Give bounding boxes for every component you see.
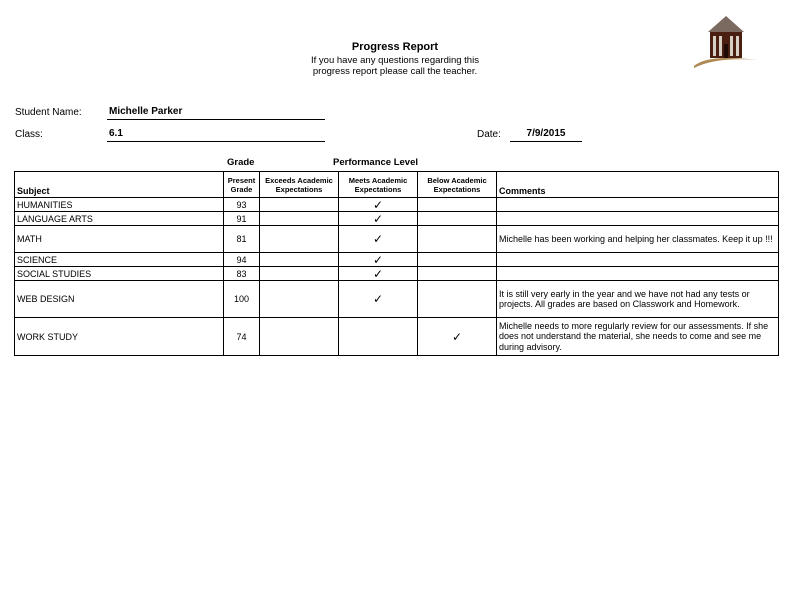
comment-cell bbox=[497, 212, 779, 226]
below-check-icon: ✓ bbox=[418, 318, 497, 356]
header-subtitle-line1: If you have any questions regarding this bbox=[311, 55, 479, 66]
performance-group-heading: Performance Level bbox=[333, 157, 419, 168]
exceeds-cell bbox=[260, 198, 339, 212]
meets-check-icon: ✓ bbox=[339, 212, 418, 226]
subject-cell: SCIENCE bbox=[15, 253, 224, 267]
date-label: Date: bbox=[477, 129, 501, 140]
comment-cell bbox=[497, 253, 779, 267]
student-name-label: Student Name: bbox=[15, 107, 82, 118]
grade-cell: 93 bbox=[224, 198, 260, 212]
grade-cell: 100 bbox=[224, 281, 260, 318]
subject-cell: SOCIAL STUDIES bbox=[15, 267, 224, 281]
col-subject: Subject bbox=[15, 172, 224, 198]
subject-cell: WEB DESIGN bbox=[15, 281, 224, 318]
grade-group-heading: Grade bbox=[227, 157, 255, 168]
table-row bbox=[15, 226, 779, 253]
class-label: Class: bbox=[15, 129, 43, 140]
grade-cell: 91 bbox=[224, 212, 260, 226]
table-row bbox=[15, 267, 779, 281]
col-comments: Comments bbox=[497, 172, 779, 198]
below-cell bbox=[418, 253, 497, 267]
grade-cell: 94 bbox=[224, 253, 260, 267]
col-exceeds: Exceeds Academic Expectations bbox=[260, 172, 339, 198]
subject-cell: HUMANITIES bbox=[15, 198, 224, 212]
report-header bbox=[265, 41, 525, 77]
below-cell bbox=[418, 281, 497, 318]
table-row bbox=[15, 318, 779, 356]
exceeds-cell bbox=[260, 318, 339, 356]
meets-check-icon: ✓ bbox=[339, 198, 418, 212]
grade-cell: 81 bbox=[224, 226, 260, 253]
subject-cell: WORK STUDY bbox=[15, 318, 224, 356]
meets-check-icon: ✓ bbox=[339, 281, 418, 318]
meets-cell bbox=[339, 318, 418, 356]
col-present-grade: Present Grade bbox=[224, 172, 260, 198]
subject-cell: MATH bbox=[15, 226, 224, 253]
below-cell bbox=[418, 226, 497, 253]
comment-cell bbox=[497, 267, 779, 281]
date-value: 7/9/2015 bbox=[510, 127, 582, 142]
table-row bbox=[15, 212, 779, 226]
header-subtitle-line2: progress report please call the teacher. bbox=[312, 66, 478, 77]
progress-table bbox=[14, 171, 779, 356]
table-row bbox=[15, 198, 779, 212]
below-cell bbox=[418, 212, 497, 226]
page-title: Progress Report bbox=[351, 41, 439, 53]
col-meets: Meets Academic Expectations bbox=[339, 172, 418, 198]
table-header-row bbox=[15, 172, 779, 198]
grade-cell: 74 bbox=[224, 318, 260, 356]
exceeds-cell bbox=[260, 212, 339, 226]
col-below: Below Academic Expectations bbox=[418, 172, 497, 198]
below-cell bbox=[418, 267, 497, 281]
exceeds-cell bbox=[260, 267, 339, 281]
student-name-value: Michelle Parker bbox=[107, 105, 325, 120]
subject-cell: LANGUAGE ARTS bbox=[15, 212, 224, 226]
exceeds-cell bbox=[260, 226, 339, 253]
below-cell bbox=[418, 198, 497, 212]
table-row bbox=[15, 281, 779, 318]
meets-check-icon: ✓ bbox=[339, 253, 418, 267]
comment-cell: Michelle has been working and helping her classmates. Keep it up !!! bbox=[497, 226, 779, 253]
table-row bbox=[15, 253, 779, 267]
grade-cell: 83 bbox=[224, 267, 260, 281]
class-value: 6.1 bbox=[107, 127, 325, 142]
comment-cell: It is still very early in the year and we have not had any tests or projects. All grades are based on Classwork and Homework. bbox=[497, 281, 779, 318]
meets-check-icon: ✓ bbox=[339, 226, 418, 253]
meets-check-icon: ✓ bbox=[339, 267, 418, 281]
schoolhouse-logo-icon bbox=[692, 14, 760, 70]
comment-cell bbox=[497, 198, 779, 212]
exceeds-cell bbox=[260, 281, 339, 318]
exceeds-cell bbox=[260, 253, 339, 267]
comment-cell: Michelle needs to more regularly review for our assessments. If she does not understand the material, she needs to come and see me during advisory. bbox=[497, 318, 779, 356]
